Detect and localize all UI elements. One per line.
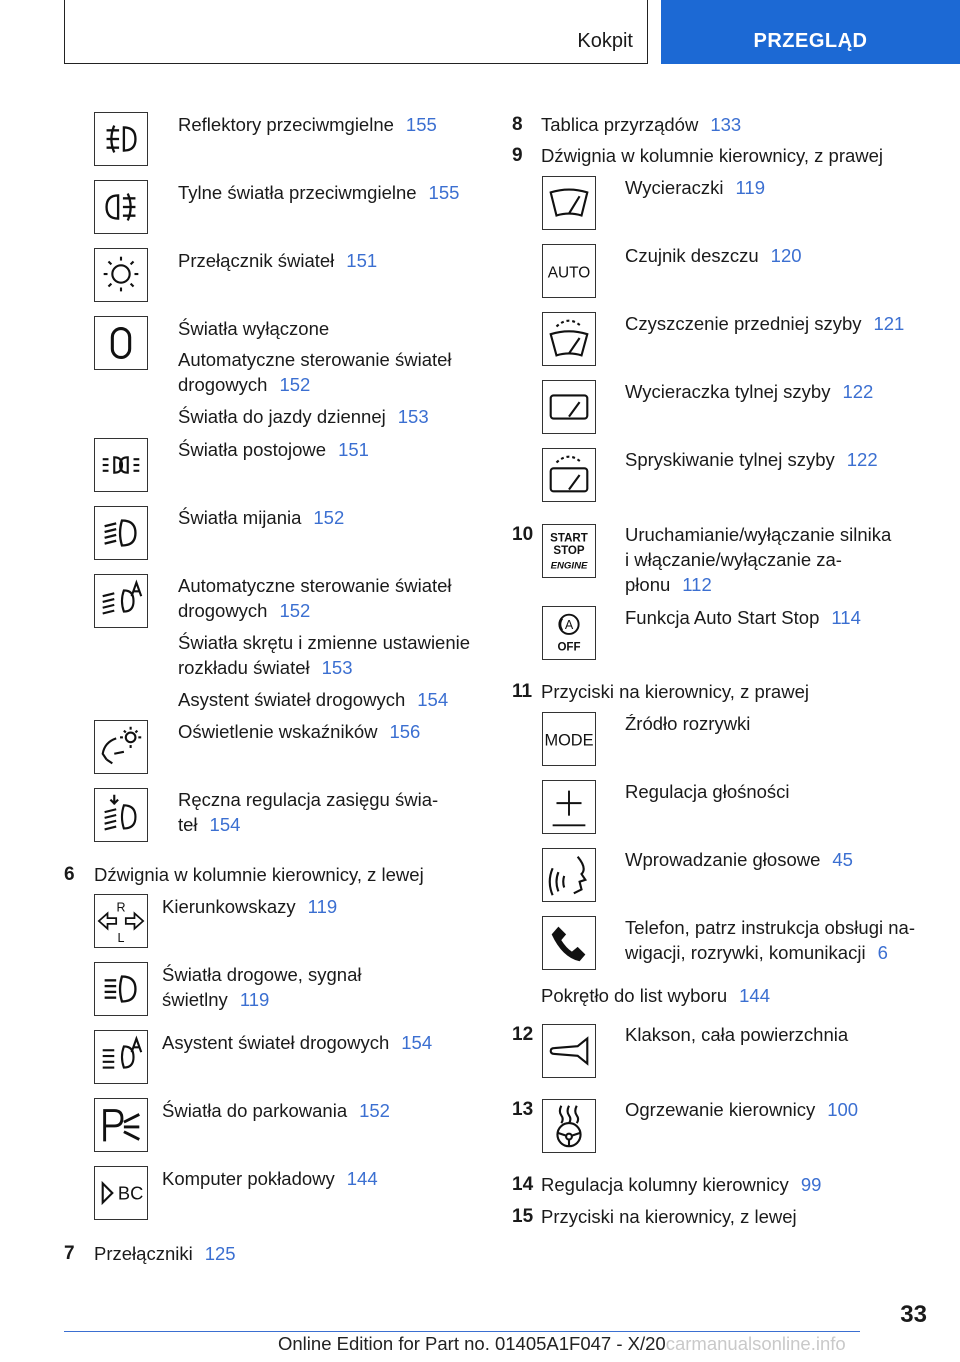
header-tab[interactable]	[661, 0, 960, 64]
left-stalk-heading: Dźwignia w kolumnie kierownicy, z lewej	[94, 864, 424, 885]
item-number: 13	[512, 1099, 534, 1120]
page-ref-link[interactable]: 153	[321, 657, 353, 678]
headlight-range-label-cont: teł 154	[178, 814, 241, 835]
parking-light-label: Światła do parkowania 152	[162, 1100, 390, 1121]
svg-text:MODE: MODE	[544, 731, 594, 750]
high-beam-icon	[94, 962, 148, 1016]
adaptive-lights-label: Światła skrętu i zmienne ustawienie	[178, 632, 471, 653]
page-ref-link[interactable]: 122	[846, 449, 878, 470]
page-ref-link[interactable]: 119	[307, 896, 338, 917]
page-ref-link[interactable]: 45	[832, 849, 853, 870]
steering-column-adjust-heading: Regulacja kolumny kierownicy 99	[541, 1174, 822, 1195]
item-number: 7	[64, 1243, 75, 1264]
auto-start-stop-icon	[542, 606, 596, 660]
footer-edition: Online Edition for Part no. 01405A1F047 - X/20carmanualsonline.info	[278, 1333, 846, 1354]
page-ref-link[interactable]: 155	[428, 182, 460, 203]
svg-text:R: R	[116, 900, 126, 915]
page-ref-link[interactable]: 6	[877, 942, 888, 963]
svg-text:L: L	[117, 931, 125, 946]
auto-start-stop-label: Funkcja Auto Start Stop 114	[625, 607, 861, 628]
voice-command-icon	[542, 848, 596, 902]
instrument-cluster-heading: Tablica przyrządów 133	[541, 114, 742, 135]
turn-signals-label: Kierunkowskazy 119	[162, 896, 338, 917]
header-section-title: Kokpit	[577, 30, 633, 52]
onboard-computer-label: Komputer pokładowy 144	[162, 1168, 378, 1189]
page-ref-link[interactable]: 152	[279, 600, 311, 621]
turn-signal-icon	[94, 894, 148, 948]
page-ref-link[interactable]: 99	[800, 1174, 822, 1195]
page-ref-link[interactable]: 154	[209, 814, 241, 835]
high-beam-label: Światła drogowe, sygnał	[162, 964, 362, 985]
lights-off-icon	[94, 316, 148, 370]
volume-icon	[542, 780, 596, 834]
header-tab-label: PRZEGLĄD	[753, 30, 868, 52]
high-beam-assistant-icon	[94, 1030, 148, 1084]
voice-command-label: Wprowadzanie głosowe 45	[625, 849, 853, 870]
headlight-range-label: Ręczna regulacja zasięgu świa-	[178, 789, 439, 810]
high-beam-assistant-label: Asystent świateł drogowych 154	[178, 689, 449, 710]
right-wheel-buttons-heading: Przyciski na kierownicy, z prawej	[541, 681, 809, 702]
rain-sensor-icon	[542, 244, 596, 298]
parking-lights-icon	[94, 438, 148, 492]
page-ref-link[interactable]: 112	[682, 574, 712, 595]
page-ref-link[interactable]: 153	[397, 406, 429, 427]
page-ref-link[interactable]: 120	[770, 245, 802, 266]
left-wheel-buttons-heading: Przyciski na kierownicy, z lewej	[541, 1206, 797, 1227]
svg-text:A: A	[564, 618, 574, 633]
page-ref-link[interactable]: 144	[739, 985, 770, 1006]
svg-text:ENGINE: ENGINE	[550, 560, 588, 572]
rear-fog-light-icon	[94, 180, 148, 234]
light-switch-label: Przełącznik świateł 151	[178, 250, 378, 271]
item-number: 6	[64, 864, 75, 885]
item-number: 10	[512, 524, 534, 545]
onboard-computer-icon	[94, 1166, 148, 1220]
adaptive-lights-label-cont: rozkładu świateł 153	[178, 657, 353, 678]
page-ref-link[interactable]: 151	[338, 439, 369, 460]
svg-text:STOP: STOP	[553, 544, 585, 557]
engine-start-label-cont: i włączanie/wyłączanie za-	[625, 549, 842, 570]
instrument-lighting-label: Oświetlenie wskaźników 156	[178, 721, 421, 742]
page-number: 33	[900, 1301, 927, 1328]
entertainment-source-label: Źródło rozrywki	[625, 713, 751, 734]
parking-lights-label: Światła postojowe 151	[178, 439, 369, 460]
phone-label-cont: wigacji, rozrywki, komunikacji 6	[625, 942, 888, 963]
page-ref-link[interactable]: 154	[401, 1032, 433, 1053]
page-ref-link[interactable]: 119	[735, 177, 766, 198]
parking-light-icon	[94, 1098, 148, 1152]
item-number: 15	[512, 1206, 534, 1227]
watermark: carmanualsonline.info	[665, 1333, 846, 1354]
page-ref-link[interactable]: 122	[842, 381, 874, 402]
page-ref-link[interactable]: 125	[204, 1243, 236, 1264]
rear-washer-icon	[542, 448, 596, 502]
page-ref-link[interactable]: 144	[346, 1168, 378, 1189]
horn-label: Klakson, cała powierzchnia	[625, 1024, 849, 1045]
steering-heating-label: Ogrzewanie kierownicy 100	[625, 1099, 859, 1120]
page-ref-link[interactable]: 151	[346, 250, 378, 271]
page-ref-link[interactable]: 156	[389, 721, 421, 742]
engine-start-label-cont2: płonu 112	[625, 574, 712, 595]
auto-headlight-control-label-cont: drogowych 152	[178, 600, 311, 621]
phone-label: Telefon, patrz instrukcja obsługi na-	[625, 917, 915, 938]
page-ref-link[interactable]: 154	[417, 689, 449, 710]
daytime-running-lights-label: Światła do jazdy dziennej 153	[178, 406, 429, 427]
engine-start-label: Uruchamianie/wyłączanie silnika	[625, 524, 892, 545]
phone-icon	[542, 916, 596, 970]
headlight-range-icon	[94, 788, 148, 842]
front-fog-light-icon	[94, 112, 148, 166]
mode-icon	[542, 712, 596, 766]
windshield-washer-label: Czyszczenie przedniej szyby 121	[625, 313, 905, 334]
page-ref-link[interactable]: 100	[827, 1099, 859, 1120]
auto-headlight-control-label: Automatyczne sterowanie świateł	[178, 349, 452, 370]
svg-text:START: START	[550, 532, 588, 545]
rear-wiper-icon	[542, 380, 596, 434]
page-ref-link[interactable]: 155	[405, 114, 437, 135]
horn-icon	[542, 1024, 596, 1078]
front-fog-lights-label: Reflektory przeciwmgielne 155	[178, 114, 437, 135]
rear-fog-lights-label: Tylne światła przeciwmgielne 155	[178, 182, 460, 203]
svg-text:AUTO: AUTO	[547, 264, 591, 282]
lights-off-label: Światła wyłączone	[178, 318, 330, 339]
steering-wheel-heating-icon	[542, 1099, 596, 1153]
switches-heading: Przełączniki 125	[94, 1243, 236, 1264]
windshield-washer-icon	[542, 312, 596, 366]
page-ref-link[interactable]: 114	[831, 607, 861, 628]
page-ref-link[interactable]: 152	[279, 374, 311, 395]
item-number: 14	[512, 1174, 534, 1195]
selection-list-knob-label: Pokrętło do list wyboru 144	[541, 985, 770, 1006]
auto-headlight-icon	[94, 574, 148, 628]
header-section	[64, 0, 648, 64]
high-beam-assistant-label: Asystent świateł drogowych 154	[162, 1032, 433, 1053]
low-beam-label: Światła mijania 152	[178, 507, 345, 528]
rear-wiper-label: Wycieraczka tylnej szyby 122	[625, 381, 874, 402]
volume-label: Regulacja głośności	[625, 781, 790, 802]
item-number: 11	[512, 681, 533, 702]
high-beam-label-cont: świetlny 119	[162, 989, 270, 1010]
item-number: 8	[512, 114, 523, 135]
instrument-lighting-icon	[94, 720, 148, 774]
right-stalk-heading: Dźwignia w kolumnie kierownicy, z prawej	[541, 145, 884, 166]
page-ref-link[interactable]: 152	[313, 507, 345, 528]
page-ref-link[interactable]: 152	[359, 1100, 390, 1121]
svg-text:OFF: OFF	[557, 641, 581, 654]
wipers-label: Wycieraczki 119	[625, 177, 766, 198]
page-ref-link[interactable]: 119	[239, 989, 270, 1010]
svg-text:BC: BC	[117, 1182, 144, 1204]
auto-headlight-control-label: Automatyczne sterowanie świateł	[178, 575, 452, 596]
auto-headlight-control-label-cont: drogowych 152	[178, 374, 311, 395]
item-number: 9	[512, 145, 523, 166]
footer-divider	[64, 1331, 860, 1332]
rear-washer-label: Spryskiwanie tylnej szyby 122	[625, 449, 878, 470]
item-number: 12	[512, 1024, 534, 1045]
rain-sensor-label: Czujnik deszczu 120	[625, 245, 802, 266]
page-ref-link[interactable]: 121	[873, 313, 905, 334]
start-stop-engine-icon	[542, 524, 596, 578]
light-switch-icon	[94, 248, 148, 302]
page-ref-link[interactable]: 133	[710, 114, 742, 135]
low-beam-icon	[94, 506, 148, 560]
wipers-icon	[542, 176, 596, 230]
